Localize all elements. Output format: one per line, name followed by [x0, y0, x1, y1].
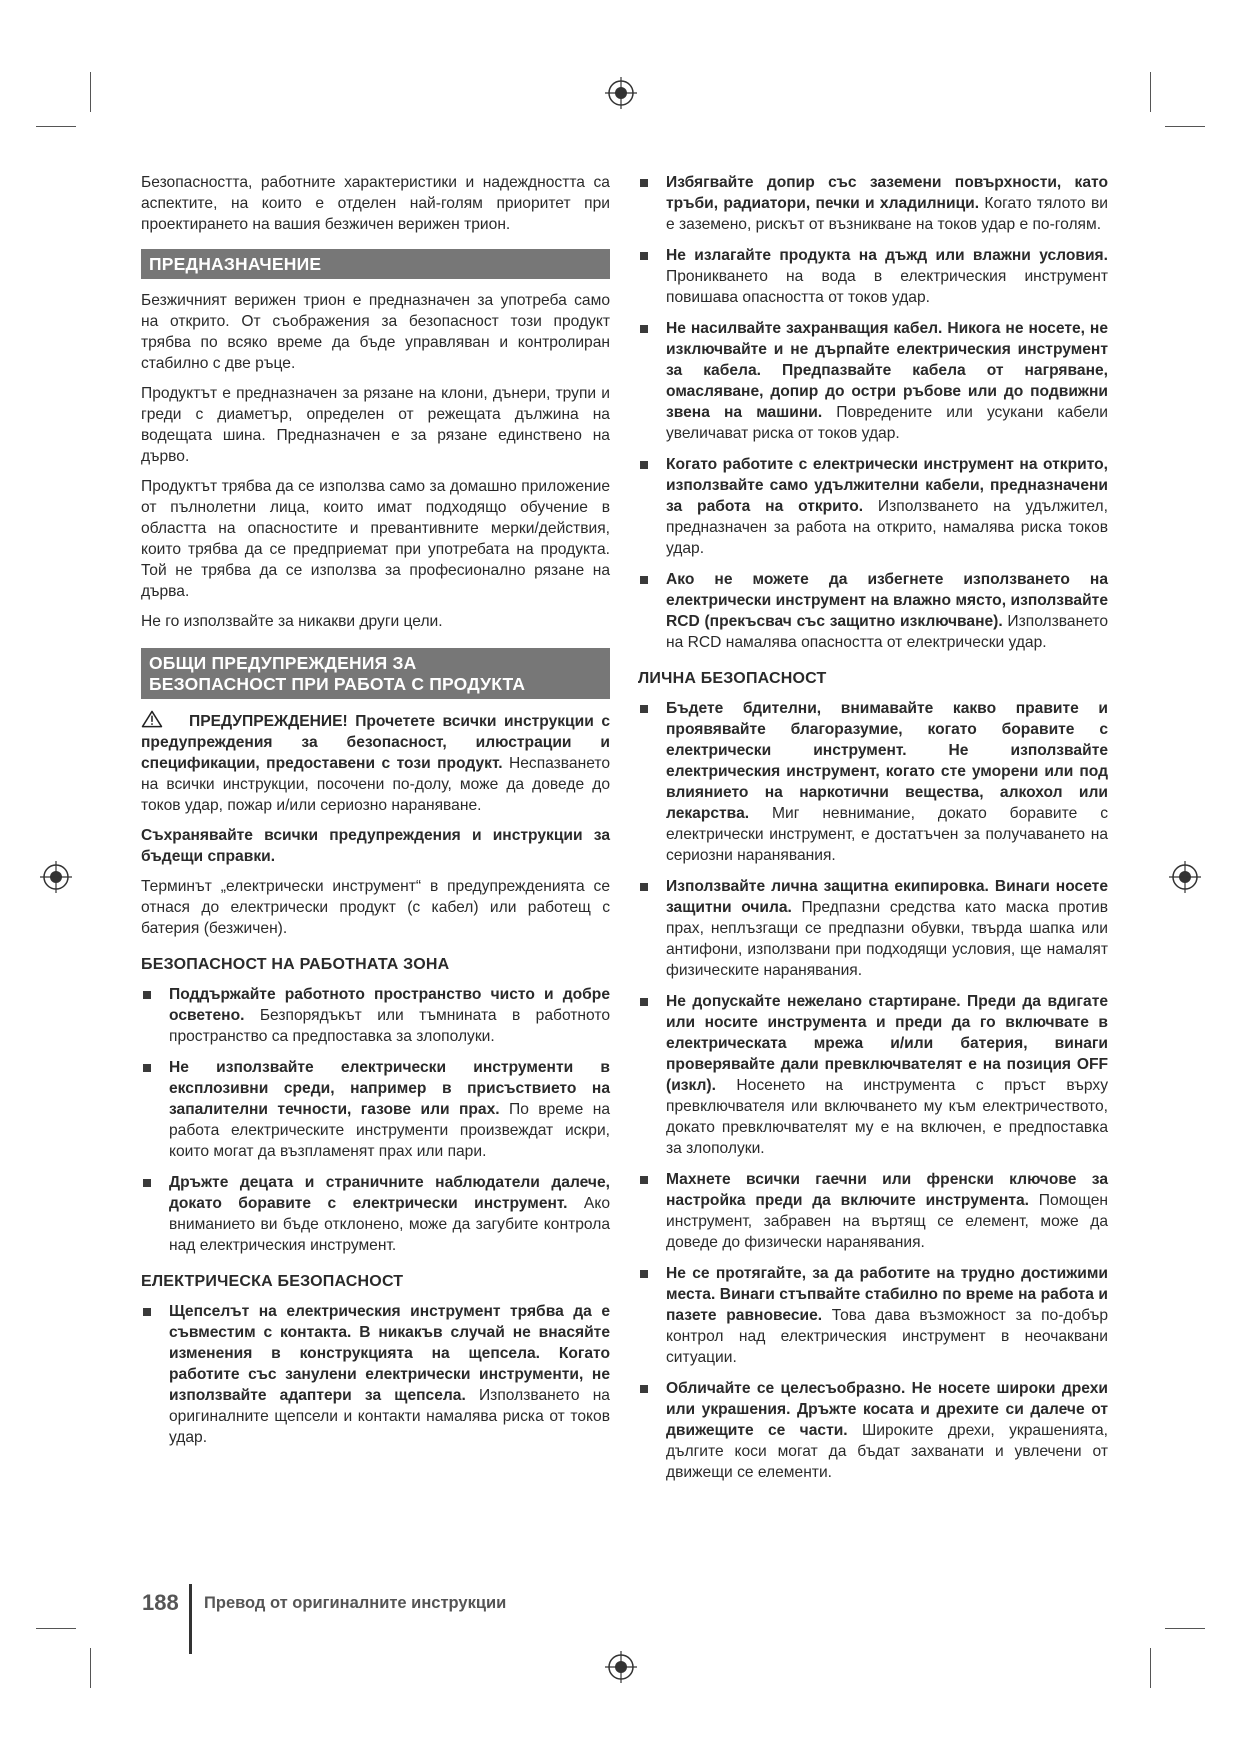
registration-mark-left-icon: [39, 860, 73, 894]
item-text: Това дава възможност за по-добър контрол над електрическия инструмент в неочаквани ситуации.: [666, 1307, 1108, 1366]
item-bold-text: Поддържайте работното пространство чисто и добре осветено.: [169, 986, 610, 1024]
item-text: Използването на RCD намалява опасността от електрически удар.: [666, 613, 1108, 651]
list-item: [638, 569, 1108, 653]
bullet-square-icon: [640, 461, 648, 469]
list-item: [638, 1263, 1108, 1368]
work-area-title: БЕЗОПАСНОСТ НА РАБОТНАТА ЗОНА: [141, 956, 450, 973]
item-text: Повредените или усукани кабели увеличават риска от токов удар.: [666, 404, 1108, 442]
list-item: [638, 1378, 1108, 1483]
item-text: По време на работа електрическите инструменти произвеждат искри, които могат да възпламенят прах или пари.: [169, 1101, 610, 1160]
item-text: Помощен инструмент, забравен на въртящ се елемент, може да доведе до физически наранявания.: [666, 1192, 1109, 1251]
bullet-square-icon: [640, 998, 648, 1006]
purpose-paragraph-1: Безжичният верижен трион е предназначен за употреба само на открито. От съображения за безопасност този продукт трябва по всяко време да бъде управляван и контролиран стабилно с две ръце.: [141, 292, 610, 372]
item-text: Носенето на инструмента с пръст върху превключвателя или включването му към електричеството, докато превключвателят му е на включен, е предпоставка за злополуки.: [666, 1077, 1108, 1157]
bullet-square-icon: [143, 1064, 151, 1072]
crop-mark-tr-v: [1150, 72, 1151, 112]
crop-mark-tl-v: [90, 72, 91, 112]
footer-text: Превод от оригиналните инструкции: [204, 1594, 507, 1612]
crop-mark-br-h: [1165, 1628, 1205, 1629]
list-item: [638, 172, 1108, 235]
list-item: [141, 984, 610, 1047]
list-item: [638, 245, 1108, 308]
list-item: [638, 991, 1108, 1159]
page-number: 188: [142, 1590, 179, 1615]
registration-mark-right-icon: [1168, 860, 1202, 894]
item-bold-text: Дръжте децата и страничните наблюдатели далече, докато боравите с електрически инструмент.: [169, 1174, 610, 1212]
term-paragraph: Терминът „електрически инструмент“ в предупрежденията се отнася до електрически продукт (с кабел) или работещ с батерия (безжичен).: [141, 878, 610, 937]
item-bold-text: Не излагайте продукта на дъжд или влажни условия.: [666, 247, 1108, 264]
bullet-square-icon: [640, 252, 648, 260]
bullet-square-icon: [143, 1308, 151, 1316]
item-text: Предпазни средства като маска против прах, неплъзгащи се предпазни обувки, твърда шапка или антифони, използвани при подходящи условия, ще намалят физическите наранявания.: [666, 899, 1109, 979]
save-instructions-text: Съхранявайте всички предупреждения и инструкции за бъдещи справки.: [141, 827, 610, 865]
item-text: Миг невнимание, докато боравите с електрически инструмент, е достатъчен за получаването на сериозни наранявания.: [666, 805, 1108, 864]
crop-mark-tl-h: [36, 126, 76, 127]
section-banner-purpose: [141, 249, 610, 279]
purpose-paragraph-3: Продуктът трябва да се използва само за домашно приложение от пълнолетни лица, които имат подходящо обучение в областта на опасностите и превантивните мерки/действия, които трябва да се предприемат при употребата на продукта. Той не трябва да се използва за професионално рязане на дърва.: [141, 478, 610, 600]
crop-mark-br-v: [1150, 1648, 1151, 1688]
item-text: Ако вниманието ви бъде отклонено, може да загубите контрола над електрическия инструмент.: [169, 1195, 610, 1254]
personal-safety-title: ЛИЧНА БЕЗОПАСНОСТ: [638, 670, 827, 687]
crop-mark-tr-h: [1165, 126, 1205, 127]
bullet-square-icon: [640, 1385, 648, 1393]
purpose-paragraph-2: Продуктът е предназначен за рязане на клони, дънери, трупи и греди с диаметър, определен от режещата дължина на водещата шина. Предназначен е за рязане единствено на дърво.: [141, 385, 610, 465]
bullet-square-icon: [640, 1176, 648, 1184]
item-bold-text: Махнете всички гаечни или френски ключове за настройка преди да включите инструмента.: [666, 1171, 1108, 1209]
list-item: [638, 318, 1108, 444]
registration-mark-bottom-icon: [604, 1650, 638, 1684]
crop-mark-bl-h: [36, 1628, 76, 1629]
list-item: [141, 1172, 610, 1256]
registration-mark-top-icon: [604, 76, 638, 110]
purpose-paragraph-4: Не го използвайте за никакви други цели.: [141, 613, 443, 630]
section-banner-general-warnings: [141, 648, 610, 699]
electrical-list-left: [141, 1301, 610, 1448]
item-text: Безпорядъкът или тъмнината в работното пространство са предпоставка за злополуки.: [169, 1007, 610, 1045]
electrical-list-right: [638, 172, 1108, 653]
item-bold-text: Бъдете бдителни, внимавайте какво правите и проявявайте благоразумие, когато боравите с електрически инструмент. Не използвайте електрическия инструмент, когато сте уморени или под влиянието на наркотични вещества, алкохол или лекарства.: [666, 700, 1108, 822]
item-bold-text: Не насилвайте захранващия кабел. Никога не носете, не изключвайте и не дърпайте електрическия инструмент за кабела. Предпазвайте кабела от нагряване, омасляване, допир до остри ръбове или до подвижни звена на машини.: [666, 320, 1108, 421]
personal-safety-list: [638, 698, 1108, 1483]
intro-paragraph: Безопасността, работните характеристики и надеждността са аспектите, на които е отделен най-голям приоритет при проектирането на вашия безжичен верижен трион.: [141, 174, 610, 233]
warning-bold-text: ПРЕДУПРЕЖДЕНИЕ! Прочетете всички инструкции с предупреждения за безопасност, илюстрации и спецификации, предоставени с този продукт.: [141, 713, 610, 772]
item-text: Проникването на вода в електрическия инструмент повишава опасността от токов удар.: [666, 268, 1108, 306]
purpose-title: ПРЕДНАЗНАЧЕНИЕ: [149, 254, 322, 274]
bullet-square-icon: [143, 1179, 151, 1187]
item-bold-text: Не се протягайте, за да работите на трудно достижими места. Винаги стъпвайте стабилно по време на работа и пазете равновесие.: [666, 1265, 1108, 1324]
footer-divider: [189, 1584, 192, 1654]
warning-paragraph: [141, 710, 610, 816]
left-column: [141, 172, 610, 1458]
item-bold-text: Обличайте се целесъобразно. Не носете широки дрехи или украшения. Дръжте косата и дрехите си далече от движещите се части.: [666, 1380, 1108, 1439]
bullet-square-icon: [640, 883, 648, 891]
list-item: [141, 1057, 610, 1162]
list-item: [638, 876, 1108, 981]
item-bold-text: Ако не можете да избегнете използването на електрически инструмент на влажно място, използвайте RCD (прекъсвач със защитно изключване).: [666, 571, 1108, 630]
item-text: Широките дрехи, украшенията, дългите коси могат да бъдат захванати и увлечени от движещи се елементи.: [666, 1422, 1108, 1481]
list-item: [141, 1301, 610, 1448]
item-bold-text: Не използвайте електрически инструменти в експлозивни среди, например в присъствието на запалителни течности, газове или прах.: [169, 1059, 610, 1118]
electrical-safety-title: ЕЛЕКТРИЧЕСКА БЕЗОПАСНОСТ: [141, 1273, 404, 1290]
general-title-line-1: ОБЩИ ПРЕДУПРЕЖДЕНИЯ ЗА: [149, 653, 417, 673]
bullet-square-icon: [143, 991, 151, 999]
item-bold-text: Не допускайте нежелано стартиране. Преди да вдигате или носите инструмента и преди да го включвате в електрическата мрежа и/или батерия, винаги проверявайте дали превключвателят е на позиция OFF (изкл).: [666, 993, 1108, 1094]
list-item: [638, 454, 1108, 559]
bullet-square-icon: [640, 325, 648, 333]
warning-triangle-icon: [141, 710, 163, 728]
item-bold-text: Използвайте лична защитна екипировка. Винаги носете защитни очила.: [666, 878, 1108, 916]
right-column: [638, 172, 1108, 1493]
warning-text: Неспазването на всички инструкции, посочени по-долу, може да доведе до токов удар, пожар и/или сериозно нараняване.: [141, 755, 610, 814]
bullet-square-icon: [640, 179, 648, 187]
item-bold-text: Когато работите с електрически инструмент на открито, използвайте само удължителни кабели, предназначени за работа на открито.: [666, 456, 1108, 515]
item-bold-text: Щепселът на електрическия инструмент трябва да е съвместим с контакта. В никакъв случай не внасяйте изменения в конструкцията на щепсела. Когато работите със занулени електрически инструменти, не използвайте адаптери за щепсела.: [169, 1303, 610, 1404]
list-item: [638, 698, 1108, 866]
item-text: Когато тялото ви е заземено, рискът от възникване на токов удар е по-голям.: [666, 195, 1108, 233]
list-item: [638, 1169, 1108, 1253]
bullet-square-icon: [640, 1270, 648, 1278]
item-text: Използването на оригиналните щепсели и контакти намалява риска от токов удар.: [169, 1387, 610, 1446]
item-bold-text: Избягвайте допир със заземени повърхности, като тръби, радиатори, печки и хладилници.: [666, 174, 1108, 212]
item-text: Използването на удължител, предназначен за работа на открито, намалява риска токов удар.: [666, 498, 1108, 557]
work-area-list: [141, 984, 610, 1256]
save-instructions: [141, 825, 610, 867]
bullet-square-icon: [640, 705, 648, 713]
general-title-line-2: БЕЗОПАСНОСТ ПРИ РАБОТА С ПРОДУКТА: [149, 674, 526, 694]
crop-mark-bl-v: [90, 1648, 91, 1688]
bullet-square-icon: [640, 576, 648, 584]
